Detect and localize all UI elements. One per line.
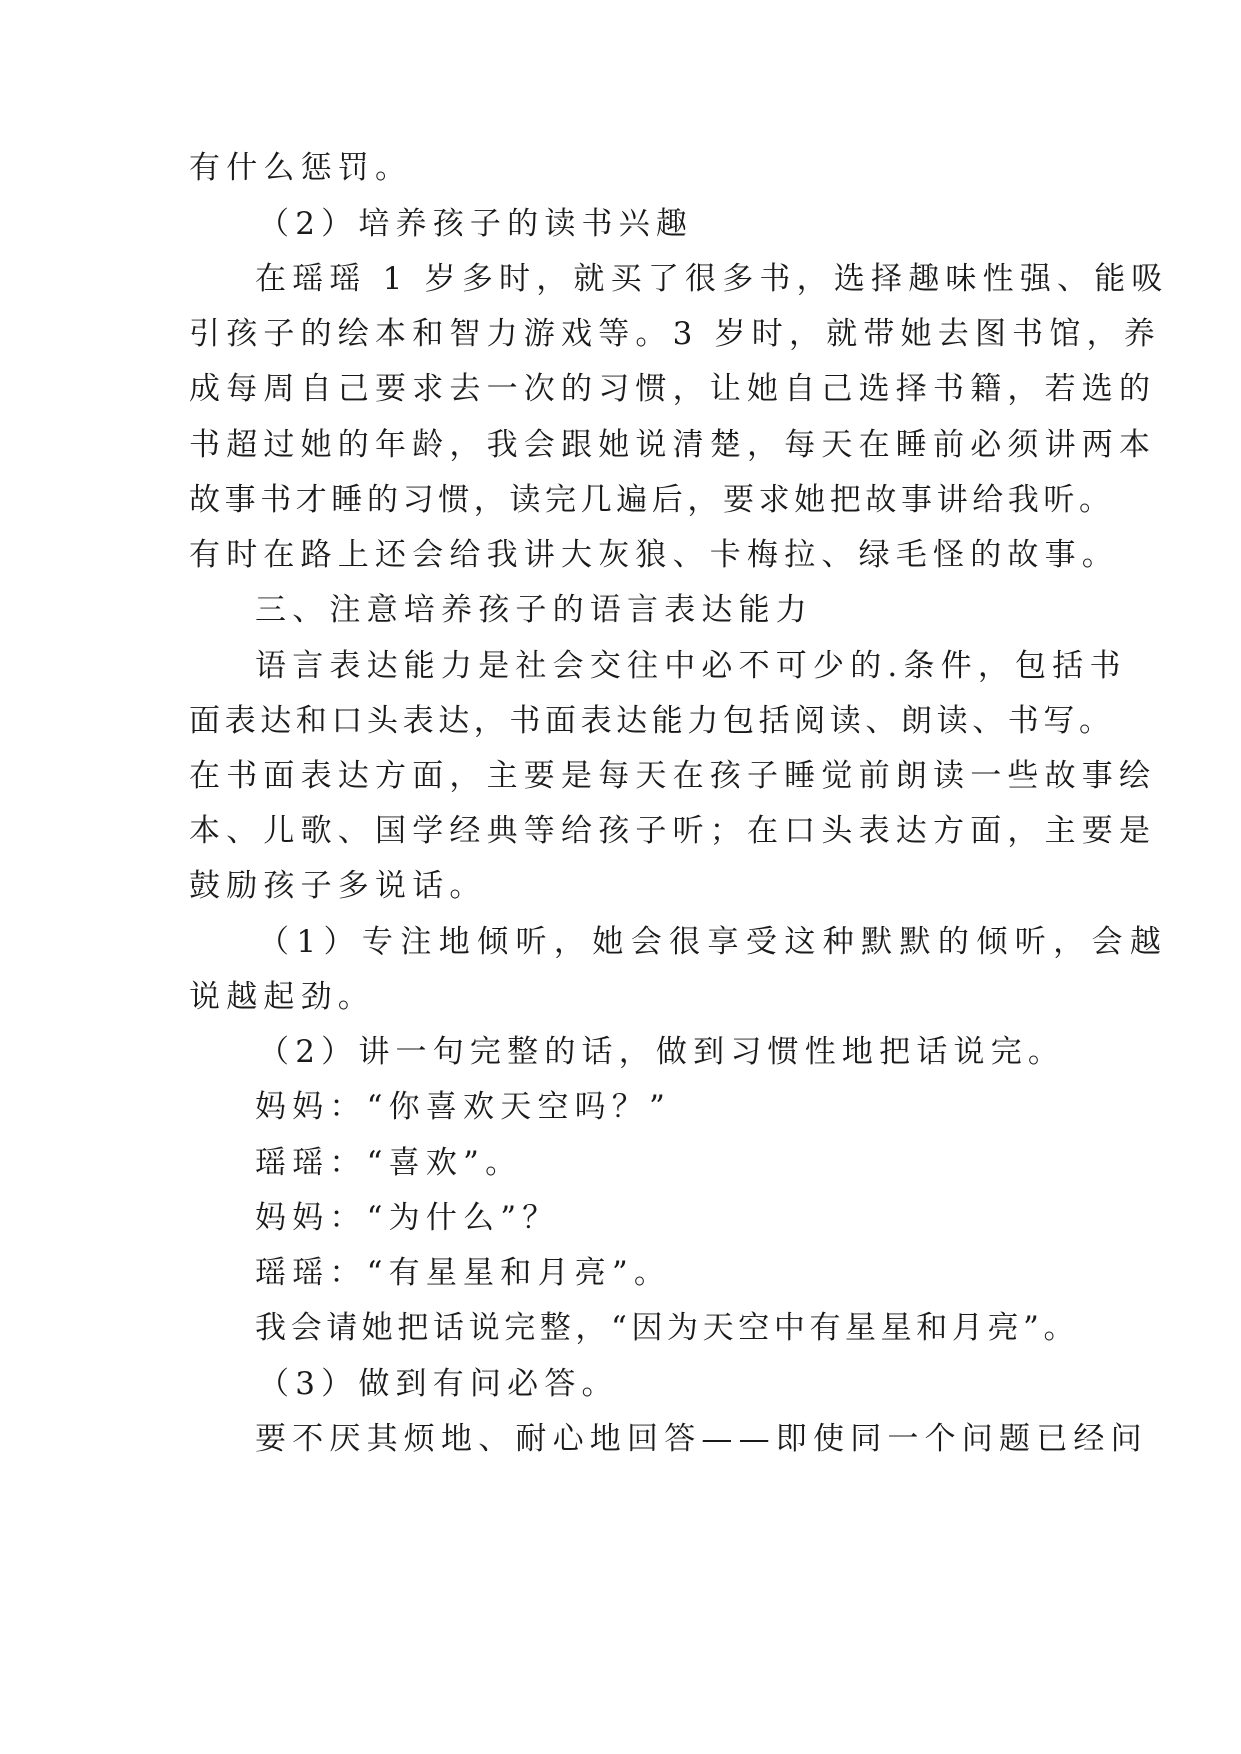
text-line: （3）做到有问必答。	[258, 1366, 619, 1402]
text-line: 故事书才睡的习惯，读完几遍后，要求她把故事讲给我听。	[189, 482, 1115, 518]
text-line: 语言表达能力是社会交往中必不可少的.条件，包括书	[255, 648, 1127, 684]
text-line: 成每周自己要求去一次的习惯，让她自己选择书籍，若选的	[189, 371, 1157, 407]
text-line: 本、儿歌、国学经典等给孩子听；在口头表达方面，主要是	[189, 813, 1157, 849]
dialogue-line: 瑶瑶：“喜欢”。	[255, 1145, 523, 1181]
text-line: （1）专注地倾听，她会很享受这种默默的倾听，会越	[258, 924, 1169, 960]
text-line: 说越起劲。	[189, 979, 375, 1015]
text-line: （2）讲一句完整的话，做到习惯性地把话说完。	[258, 1034, 1066, 1070]
text-line: 要不厌其烦地、耐心地回答——即使同一个问题已经问	[255, 1421, 1148, 1457]
dialogue-line: 妈妈：“你喜欢天空吗？”	[255, 1089, 672, 1125]
text-line: 有时在路上还会给我讲大灰狼、卡梅拉、绿毛怪的故事。	[189, 537, 1119, 573]
section-heading: 三、注意培养孩子的语言表达能力	[255, 592, 813, 628]
text-line: 在瑶瑶 1 岁多时，就买了很多书，选择趣味性强、能吸	[255, 261, 1169, 297]
dialogue-line: 妈妈：“为什么”？	[255, 1200, 560, 1236]
text-line: 鼓励孩子多说话。	[189, 868, 487, 904]
text-line: 在书面表达方面，主要是每天在孩子睡觉前朗读一些故事绘	[189, 758, 1157, 794]
text-line: 我会请她把话说完整，“因为天空中有星星和月亮”。	[255, 1310, 1080, 1346]
text-line: 书超过她的年龄，我会跟她说清楚，每天在睡前必须讲两本	[189, 427, 1157, 463]
text-line: 有什么惩罚。	[189, 150, 413, 186]
text-line: 面表达和口头表达，书面表达能力包括阅读、朗读、书写。	[189, 703, 1115, 739]
dialogue-line: 瑶瑶：“有星星和月亮”。	[255, 1255, 672, 1291]
section-heading: （2）培养孩子的读书兴趣	[258, 206, 694, 242]
text-line: 引孩子的绘本和智力游戏等。3 岁时，就带她去图书馆，养	[189, 316, 1161, 352]
